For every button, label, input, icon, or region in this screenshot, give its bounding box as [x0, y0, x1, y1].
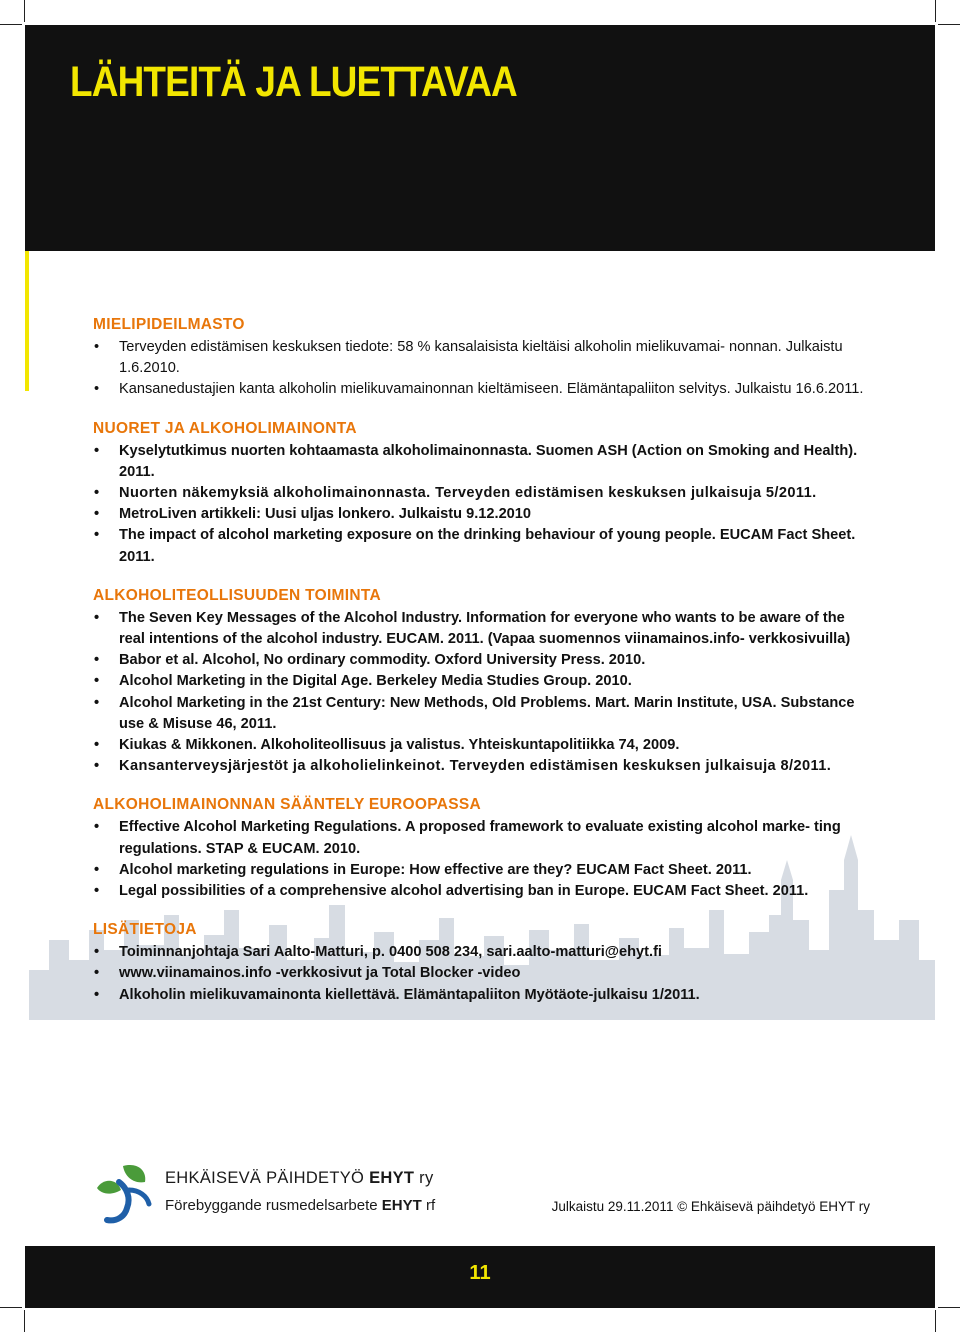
crop-mark — [24, 0, 25, 22]
section-alkoholiteollisuus — [93, 587, 873, 778]
section-lisatietoja — [93, 921, 873, 1006]
list-item: • Kansanterveysjärjestöt ja alkoholielinkeinot. Terveyden edistämisen keskuksen julkaisuja 8/2011. — [93, 756, 873, 777]
list-item: • www.viinamainos.info -verkkosivut ja Total Blocker -video — [93, 963, 873, 984]
list-item: • Effective Alcohol Marketing Regulations. A proposed framework to evaluate existing alcohol marke- ting regulations. STAP & EUCAM. 2010. — [93, 817, 873, 859]
list-item: • Toiminnanjohtaja Sari Aalto-Matturi, p. 0400 508 234, sari.aalto-matturi@ehyt.fi — [93, 942, 873, 963]
crop-mark — [24, 1310, 25, 1332]
logo-line-swedish: Förebyggande rusmedelsarbete EHYT rf — [165, 1197, 436, 1214]
list-item: • Alkoholin mielikuvamainonta kiellettävä. Elämäntapaliiton Myötäote-julkaisu 1/2011. — [93, 985, 873, 1006]
reference-list — [93, 441, 873, 568]
content-area — [93, 316, 873, 1006]
ehyt-leaf-icon — [93, 1162, 157, 1226]
list-item: • Nuorten näkemyksiä alkoholimainonnasta. Terveyden edistämisen keskuksen julkaisuja 5/2011. — [93, 483, 873, 504]
list-item: • Legal possibilities of a comprehensive alcohol advertising ban in Europe. EUCAM Fact Sheet. 2011. — [93, 881, 873, 902]
footer-band — [25, 1246, 935, 1308]
section-heading: ALKOHOLIMAINONNAN SÄÄNTELY EUROOPASSA — [93, 796, 482, 814]
reference-list — [93, 337, 873, 401]
section-heading: NUORET JA ALKOHOLIMAINONTA — [93, 419, 357, 437]
section-mielipideilmasto — [93, 316, 873, 401]
crop-mark — [938, 1307, 960, 1308]
section-heading: ALKOHOLITEOLLISUUDEN TOIMINTA — [93, 586, 381, 604]
reference-list — [93, 942, 873, 1006]
section-heading: LISÄTIETOJA — [93, 921, 197, 939]
section-nuoret — [93, 420, 873, 568]
logo-line-finnish: EHKÄISEVÄ PÄIHDETYÖ EHYT ry — [165, 1169, 434, 1187]
accent-bar — [25, 251, 29, 391]
list-item: • Kiukas & Mikkonen. Alkoholiteollisuus ja valistus. Yhteiskuntapolitiikka 74, 2009. — [93, 735, 873, 756]
list-item: • Alcohol Marketing in the Digital Age. Berkeley Media Studies Group. 2010. — [93, 671, 873, 692]
list-item: • Alcohol marketing regulations in Europe: How effective are they? EUCAM Fact Sheet. 2011. — [93, 860, 873, 881]
page-number: 11 — [469, 1262, 491, 1284]
list-item: • Babor et al. Alcohol, No ordinary commodity. Oxford University Press. 2010. — [93, 650, 873, 671]
list-item: • Terveyden edistämisen keskuksen tiedote: 58 % kansalaisista kieltäisi alkoholin mielikuvamai- nonnan. Julkaistu 1.6.2010. — [93, 337, 873, 379]
reference-list — [93, 817, 873, 902]
section-saantely — [93, 796, 873, 902]
crop-mark — [935, 1310, 936, 1332]
crop-mark — [0, 1307, 22, 1308]
list-item: • The Seven Key Messages of the Alcohol Industry. Information for everyone who wants to be aware of the real intentions of the alcohol industry. EUCAM. 2011. (Vapaa suomennos viinamainos.info- verkkosivuilla) — [93, 608, 873, 650]
crop-mark — [0, 24, 22, 25]
ehyt-logo — [93, 1162, 453, 1226]
list-item: • Kansanedustajien kanta alkoholin mielikuvamainonnan kieltämiseen. Elämäntapaliiton selvitys. Julkaistu 16.6.2011. — [93, 379, 873, 400]
list-item: • MetroLiven artikkeli: Uusi uljas lonkero. Julkaistu 9.12.2010 — [93, 504, 873, 525]
section-heading: MIELIPIDEILMASTO — [93, 316, 245, 333]
crop-mark — [938, 24, 960, 25]
list-item: • The impact of alcohol marketing exposure on the drinking behaviour of young people. EUCAM Fact Sheet. 2011. — [93, 525, 873, 567]
page-title: LÄHTEITÄ JA LUETTAVAA — [70, 58, 517, 106]
crop-mark — [935, 0, 936, 22]
list-item: • Kyselytutkimus nuorten kohtaamasta alkoholimainonnasta. Suomen ASH (Action on Smoking and Health). 2011. — [93, 441, 873, 483]
reference-list — [93, 608, 873, 778]
publication-info: Julkaistu 29.11.2011 © Ehkäisevä päihdetyö EHYT ry — [551, 1199, 870, 1214]
list-item: • Alcohol Marketing in the 21st Century: New Methods, Old Problems. Mart. Marin Institute, USA. Substance use & Misuse 46, 2011. — [93, 693, 873, 735]
